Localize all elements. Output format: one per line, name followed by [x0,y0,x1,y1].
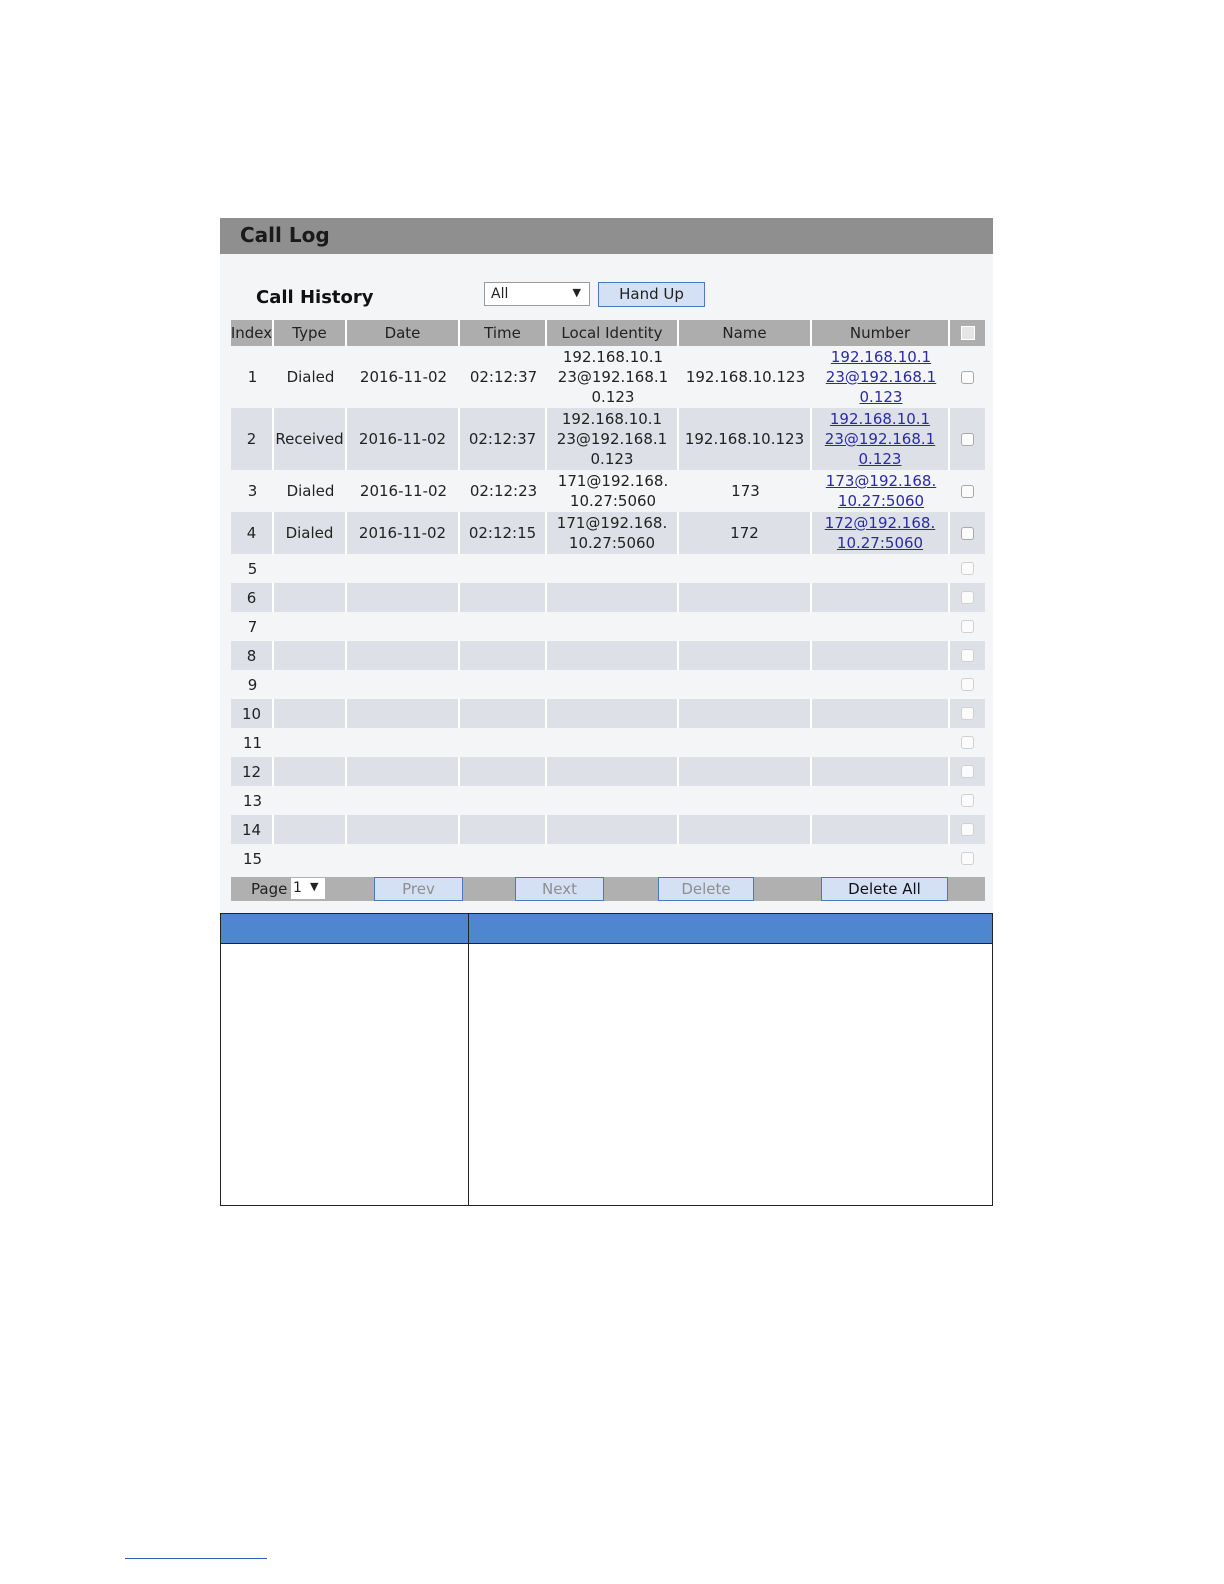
text-line: 10.27:5060 [836,534,924,552]
text-line: 173@192.168. [825,472,937,490]
column-header-name: Name [679,320,812,346]
cell-name [679,641,812,670]
table-row [231,757,985,786]
cell-index: 4 [231,512,274,554]
cell-number [812,786,950,815]
cell-date [347,728,460,757]
row-checkbox[interactable] [961,527,974,540]
cell-type [274,815,347,844]
text-line: 0.123 [858,450,902,468]
cell-type [274,554,347,583]
cell-index: 5 [247,559,258,578]
cell-date [347,641,460,670]
cell-number [812,815,950,844]
row-select-cell [950,583,985,612]
local-identity-text [558,471,668,511]
text-line: 0.123 [859,388,903,406]
table-row [231,554,985,583]
table-row [231,408,985,470]
cell-date [347,757,460,786]
cell-name: 172 [679,512,812,554]
row-select-cell [950,470,985,512]
local-identity-text [557,409,667,469]
row-checkbox[interactable] [961,736,974,749]
row-checkbox[interactable] [961,591,974,604]
row-checkbox[interactable] [961,765,974,778]
cell-local-identity [547,728,679,757]
hang-up-button[interactable]: Hand Up [598,282,705,307]
table-row [231,641,985,670]
row-select-cell [950,728,985,757]
cell-type: Dialed [286,368,335,386]
cell-number [812,512,950,554]
row-select-cell [950,408,985,470]
number-link[interactable] [825,409,935,469]
table-row [231,728,985,757]
delete-all-button[interactable]: Delete All [821,877,948,901]
cell-type [274,670,347,699]
text-line: 172@192.168. [824,514,936,532]
cell-date [347,786,460,815]
cell-index: 6 [231,583,274,612]
cell-index: 15 [242,849,263,868]
filter-selected-value: All [491,286,509,302]
call-log-panel [220,218,993,914]
text-line: 171@192.168. [557,472,669,490]
cell-date: 2016-11-02 [347,512,460,554]
cell-type: Received [274,408,347,470]
cell-local-identity [547,815,679,844]
row-select-cell [950,699,985,728]
cell-time [460,757,547,786]
table-row [231,512,985,554]
cell-name [679,844,812,873]
cell-number [812,670,950,699]
cell-time [460,844,547,873]
cell-time [460,728,547,757]
cell-date: 2016-11-02 [359,368,448,386]
row-select-cell [950,554,985,583]
select-all-cell [950,320,985,346]
cell-local-identity [547,512,679,554]
cell-number [812,408,950,470]
text-line: 23@192.168.1 [825,368,937,386]
page-selected-value: 1 [293,880,302,896]
cell-date: 2016-11-02 [347,408,460,470]
column-header-local-identity: Local Identity [547,320,679,346]
cell-time [460,815,547,844]
cell-name: 192.168.10.123 [685,368,806,386]
prev-button[interactable]: Prev [374,877,463,901]
cell-time [460,641,547,670]
cell-date [347,554,460,583]
panel-title-bar [220,218,993,254]
local-identity-text [557,513,667,553]
row-checkbox[interactable] [961,485,974,498]
cell-local-identity [547,470,679,512]
select-all-checkbox[interactable] [961,326,975,340]
cell-type [274,641,347,670]
cell-name [679,670,812,699]
cell-type [274,844,347,873]
text-line: 0.123 [591,388,635,406]
row-select-cell [950,612,985,641]
page-label: Page [251,880,288,898]
cell-number [812,641,950,670]
table-row [231,815,985,844]
cell-number [812,470,950,512]
cell-local-identity [547,844,679,873]
cell-time [460,699,547,728]
description-table [220,913,993,1206]
column-header-type: Type [274,320,347,346]
column-header-date: Date [347,320,460,346]
row-select-cell [950,670,985,699]
cell-number [812,844,950,873]
number-link[interactable] [826,347,936,407]
cell-type: Dialed [286,482,335,500]
cell-date [347,670,460,699]
text-line: 192.168.10.1 [830,348,932,366]
table-row [231,670,985,699]
chevron-down-icon: ▼ [310,880,319,893]
cell-local-identity [547,554,679,583]
cell-name [679,728,812,757]
text-line: 192.168.10.1 [561,410,663,428]
cell-local-identity [547,757,679,786]
cell-number [812,728,950,757]
cell-index: 3 [247,482,258,500]
row-select-cell [950,512,985,554]
row-checkbox[interactable] [961,620,974,633]
column-header-time: Time [460,320,547,346]
cell-type [274,786,347,815]
cell-time [460,612,547,641]
cell-number [812,346,950,408]
text-line: 192.168.10.1 [829,410,931,428]
cell-type [274,728,347,757]
cell-name [679,699,812,728]
cell-time: 02:12:23 [469,482,538,500]
table-row [231,346,985,408]
cell-local-identity [547,408,679,470]
text-line: 192.168.10.1 [562,348,664,366]
cell-type [274,699,347,728]
cell-type [274,612,347,641]
cell-name [679,583,812,612]
row-select-cell [950,346,985,408]
cell-date [347,815,460,844]
number-link[interactable] [826,471,936,511]
cell-time: 02:12:37 [469,368,538,386]
cell-date [347,699,460,728]
cell-number [812,554,950,583]
panel-title: Call Log [240,223,330,247]
local-identity-text [558,347,668,407]
table-row [231,583,985,612]
cell-index: 7 [247,617,258,636]
next-button[interactable]: Next [515,877,604,901]
row-checkbox[interactable] [961,678,974,691]
text-line: 23@192.168.1 [556,430,668,448]
text-line: 0.123 [590,450,634,468]
footnote-separator [125,1558,267,1559]
column-header-index: Index [231,320,274,346]
table-header-row [231,320,985,346]
row-select-cell [950,815,985,844]
cell-index: 11 [242,733,263,752]
cell-name [679,815,812,844]
cell-index: 9 [247,675,258,694]
chevron-down-icon: ▼ [572,286,581,299]
row-select-cell [950,641,985,670]
row-select-cell [950,844,985,873]
page-select[interactable] [291,878,325,899]
cell-type: Dialed [274,512,347,554]
cell-name [679,612,812,641]
table-row [231,699,985,728]
cell-time [460,786,547,815]
text-line: 23@192.168.1 [557,368,669,386]
cell-name [679,786,812,815]
cell-type [274,757,347,786]
pagination-bar [231,877,985,901]
cell-time [460,670,547,699]
cell-name [679,757,812,786]
cell-number [812,612,950,641]
cell-local-identity [547,699,679,728]
table-row [231,470,985,512]
text-line: 10.27:5060 [569,492,657,510]
cell-local-identity [547,670,679,699]
cell-number [812,583,950,612]
cell-name: 192.168.10.123 [679,408,812,470]
cell-time: 02:12:37 [460,408,547,470]
row-checkbox[interactable] [961,823,974,836]
cell-index: 13 [242,791,263,810]
row-select-cell [950,757,985,786]
row-checkbox[interactable] [961,794,974,807]
cell-index: 10 [231,699,274,728]
description-table-divider [468,914,469,1205]
column-header-number: Number [812,320,950,346]
cell-type [274,583,347,612]
cell-index: 1 [247,368,258,386]
row-checkbox[interactable] [961,371,974,384]
cell-time [460,583,547,612]
cell-local-identity [547,346,679,408]
cell-local-identity [547,583,679,612]
row-checkbox[interactable] [961,707,974,720]
text-line: 171@192.168. [556,514,668,532]
cell-number [812,699,950,728]
call-history-label: Call History [256,287,374,308]
cell-number [812,757,950,786]
cell-index: 12 [231,757,274,786]
row-checkbox[interactable] [961,562,974,575]
cell-date [347,583,460,612]
cell-time: 02:12:15 [460,512,547,554]
text-line: 23@192.168.1 [824,430,936,448]
row-checkbox[interactable] [961,649,974,662]
row-checkbox[interactable] [961,433,974,446]
text-line: 10.27:5060 [837,492,925,510]
cell-time [460,554,547,583]
cell-name: 173 [731,482,760,500]
cell-local-identity [547,641,679,670]
table-row [231,786,985,815]
cell-index: 8 [231,641,274,670]
table-row [231,844,985,873]
cell-date [347,844,460,873]
text-line: 10.27:5060 [568,534,656,552]
row-select-cell [950,786,985,815]
cell-index: 14 [231,815,274,844]
number-link[interactable] [825,513,935,553]
cell-local-identity [547,786,679,815]
cell-local-identity [547,612,679,641]
cell-date: 2016-11-02 [359,482,448,500]
call-type-filter-select[interactable] [484,282,590,306]
cell-date [347,612,460,641]
delete-button[interactable]: Delete [658,877,754,901]
description-table-header [221,914,992,944]
cell-name [679,554,812,583]
cell-index: 2 [231,408,274,470]
table-row [231,612,985,641]
row-checkbox[interactable] [961,852,974,865]
